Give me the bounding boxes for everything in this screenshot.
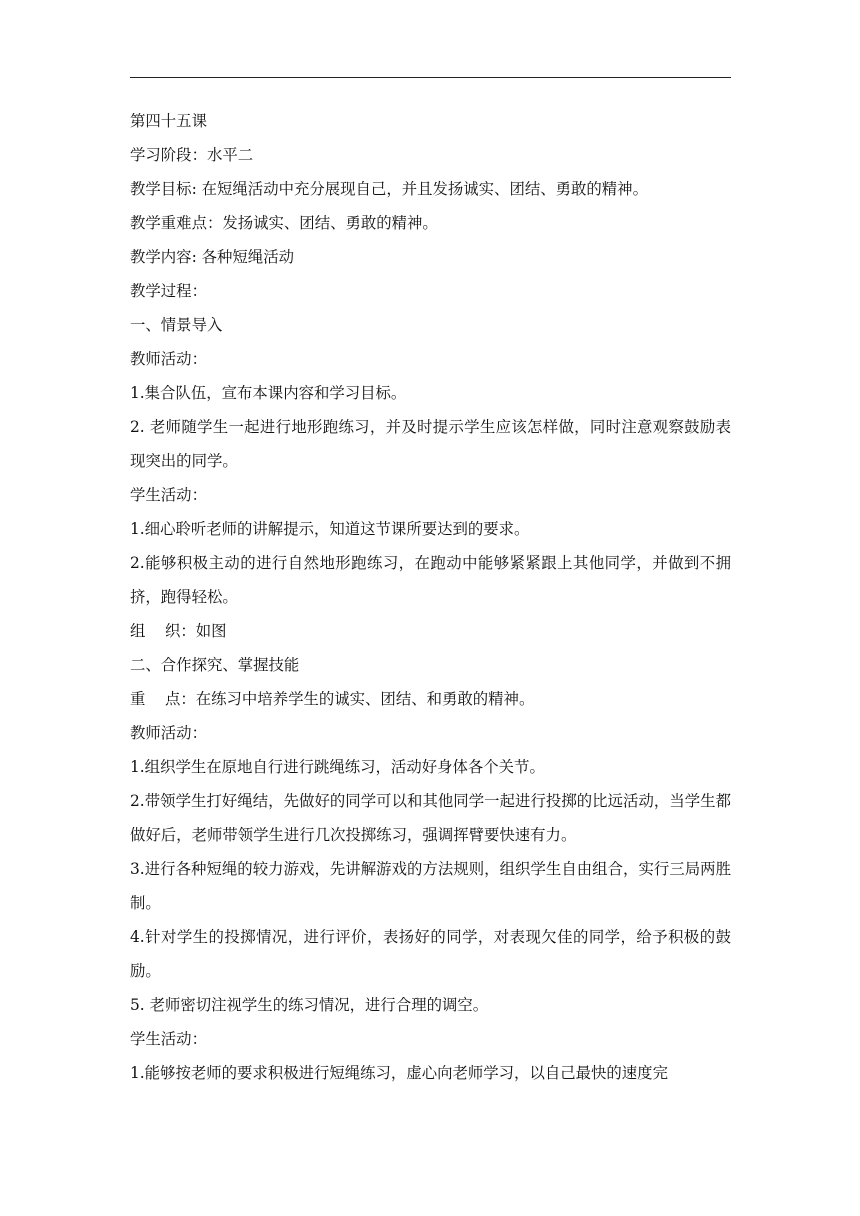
student-activity-heading: 学生活动： (130, 1030, 207, 1048)
organization-line: 组 织：如图 (130, 622, 227, 640)
list-item: 5. 老师密切注视学生的练习情况，进行合理的调空。 (130, 996, 489, 1014)
learning-stage: 学习阶段：水平二 (130, 146, 254, 164)
list-item: 1.集合队伍，宣布本课内容和学习目标。 (130, 384, 407, 402)
list-item: 1.细心聆听老师的讲解提示，知道这节课所要达到的要求。 (130, 520, 530, 538)
teacher-activity-heading: 教师活动： (130, 350, 207, 368)
list-item: 2.带领学生打好绳结，先做好的同学可以和其他同学一起进行投掷的比远活动，当学生都做好后，老师带领学生进行几次投掷练习，强调挥臂要快速有力。 (130, 792, 731, 844)
document-body (130, 104, 731, 1090)
teacher-activity-heading: 教师活动： (130, 724, 207, 742)
key-point-line: 重 点：在练习中培养学生的诚实、团结、和勇敢的精神。 (130, 690, 535, 708)
header-rule (130, 77, 731, 78)
list-item: 4.针对学生的投掷情况，进行评价，表扬好的同学，对表现欠佳的同学，给予积极的鼓励。 (130, 928, 731, 980)
teaching-content: 教学内容: 各种短绳活动 (130, 248, 294, 266)
list-item: 1.组织学生在原地自行进行跳绳练习，活动好身体各个关节。 (130, 758, 545, 776)
list-item: 1.能够按老师的要求积极进行短绳练习，虚心向老师学习，以自己最快的速度完 (130, 1064, 668, 1082)
list-item: 2.能够积极主动的进行自然地形跑练习，在跑动中能够紧紧跟上其他同学，并做到不拥挤，跑得轻松。 (130, 554, 731, 606)
teaching-key-points: 教学重难点：发扬诚实、团结、勇敢的精神。 (130, 214, 438, 232)
lesson-title: 第四十五课 (130, 112, 207, 130)
student-activity-heading: 学生活动： (130, 486, 207, 504)
list-item: 2. 老师随学生一起进行地形跑练习，并及时提示学生应该怎样做，同时注意观察鼓励表现突出的同学。 (130, 418, 731, 470)
teaching-process-heading: 教学过程： (130, 282, 207, 300)
section-heading-explore: 二、合作探究、掌握技能 (130, 656, 300, 674)
teaching-goal: 教学目标: 在短绳活动中充分展现自己，并且发扬诚实、团结、勇敢的精神。 (130, 180, 648, 198)
list-item: 3.进行各种短绳的较力游戏，先讲解游戏的方法规则，组织学生自由组合，实行三局两胜制。 (130, 860, 731, 912)
section-heading-intro: 一、情景导入 (130, 316, 223, 334)
